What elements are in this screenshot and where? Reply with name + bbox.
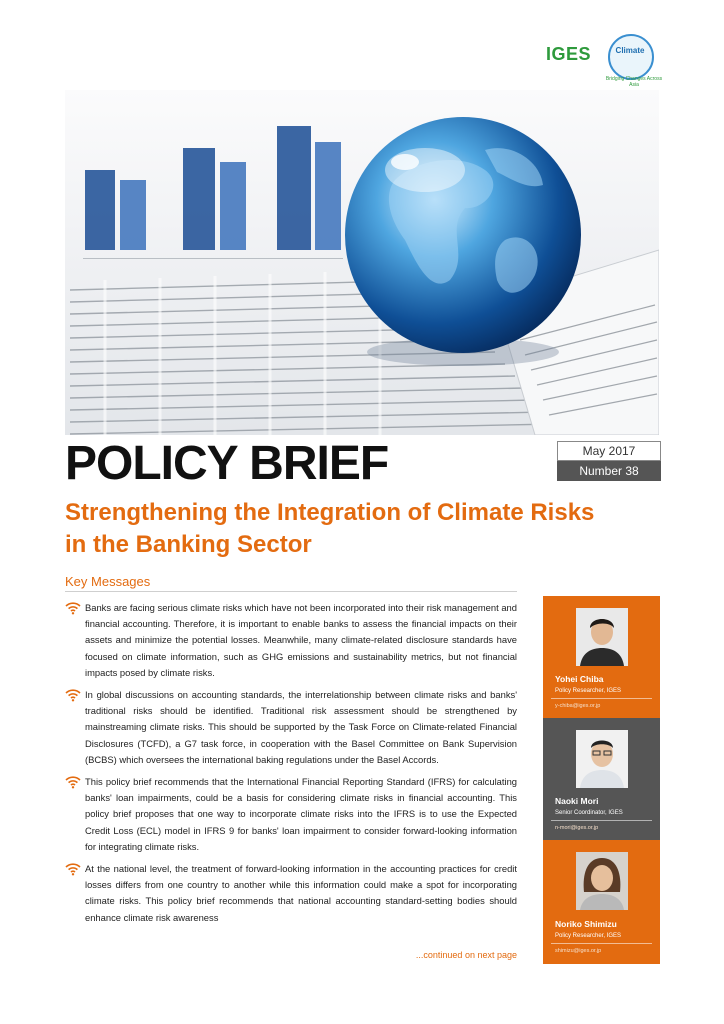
heading-divider: [65, 591, 517, 592]
key-message-text: In global discussions on accounting standards, the interrelationship between climate risks and banks' traditional risks should be identified. Traditional risk assessment should be strengthened by mainstreaming climate risks. This should be supported by the Task Force on Climate-related Financial Disclosures (TCFD), a G7 task force, in cooperation with the Basel Committee on Bank Supervision (BCBS) which oversees the international baking regulations under the Basel Accords.: [85, 689, 517, 765]
signal-bullet-icon: [65, 775, 81, 789]
author-name: Yohei Chiba: [555, 674, 604, 684]
globe-report-illustration: [65, 90, 659, 435]
list-item: [65, 861, 517, 926]
avatar: [576, 852, 628, 910]
list-item: [65, 600, 517, 681]
avatar: [576, 608, 628, 666]
key-message-text: Banks are facing serious climate risks which have not been incorporated into their risk management and financial accounting. Therefore, it is important to enable banks to assess the financial impacts on their assets and minimize the potential losses. Meanwhile, many climate-related disclosure standards have focused on climate information, such as GHG emissions and sustainability metrics, but not financial impacts posed by climate risks.: [85, 602, 517, 678]
author-email[interactable]: y-chiba@iges.or.jp: [555, 703, 601, 709]
page-title: POLICY BRIEF: [65, 437, 389, 490]
author-divider: [551, 698, 652, 699]
list-item: [65, 687, 517, 768]
logo-badge-title: Climate: [615, 46, 645, 55]
key-message-text: This policy brief recommends that the International Financial Reporting Standard (IFRS) for calculating banks' loan impairments, could be a basis for considering climate risks in financial accounting. This policy brief proposes that one way to incorporate climate risks into the IFRS is to use the Expected Credit Loss (ECL) model in IFRS 9 for banks' loan impairment to consider forward-looking information for integrating climate risks.: [85, 776, 517, 852]
author-name: Naoki Mori: [555, 796, 599, 806]
author-role: Policy Researcher, IGES: [555, 688, 622, 694]
brief-subtitle: [65, 497, 665, 561]
author-card: [543, 596, 660, 718]
author-divider: [551, 943, 652, 944]
list-item: [65, 774, 517, 855]
signal-bullet-icon: [65, 862, 81, 876]
issue-number: Number 38: [557, 461, 661, 481]
subtitle-line-2: in the Banking Sector: [65, 531, 312, 558]
key-messages-heading: Key Messages: [65, 574, 151, 589]
person-portrait-icon: [576, 852, 628, 910]
author-role: Policy Researcher, IGES: [555, 933, 622, 939]
author-sidebar: [543, 596, 660, 964]
cover-photo: [65, 90, 659, 435]
avatar: [576, 730, 628, 788]
author-card: [543, 840, 660, 964]
signal-bullet-icon: [65, 688, 81, 702]
logo-org-name: IGES: [546, 44, 592, 64]
logo-badge-tagline: Bridging Changes Across Asia: [605, 76, 663, 88]
signal-bullet-icon: [65, 601, 81, 615]
author-role: Senior Coordinator, IGES: [555, 810, 623, 816]
iges-logo[interactable]: [546, 34, 663, 88]
issue-date: May 2017: [557, 441, 661, 461]
climate-globe-icon: [608, 34, 654, 80]
key-message-text: At the national level, the treatment of forward-looking information in the accounting practices for credit losses differs from one country to another while this information could make a spot for incorporating climate risks. This policy brief recommends that national accounting standard-setting bodies should enhance climate risk awareness: [85, 863, 517, 923]
continued-note: ...continued on next page: [415, 950, 517, 960]
person-portrait-icon: [576, 730, 628, 788]
author-email[interactable]: n-mori@iges.or.jp: [555, 825, 599, 831]
subtitle-line-1: Strengthening the Integration of Climate Risks: [65, 499, 595, 526]
author-divider: [551, 820, 652, 821]
key-messages-list: [65, 600, 517, 932]
author-card: [543, 718, 660, 840]
author-email[interactable]: shimizu@iges.or.jp: [555, 948, 602, 954]
person-portrait-icon: [576, 608, 628, 666]
author-name: Noriko Shimizu: [555, 919, 617, 929]
